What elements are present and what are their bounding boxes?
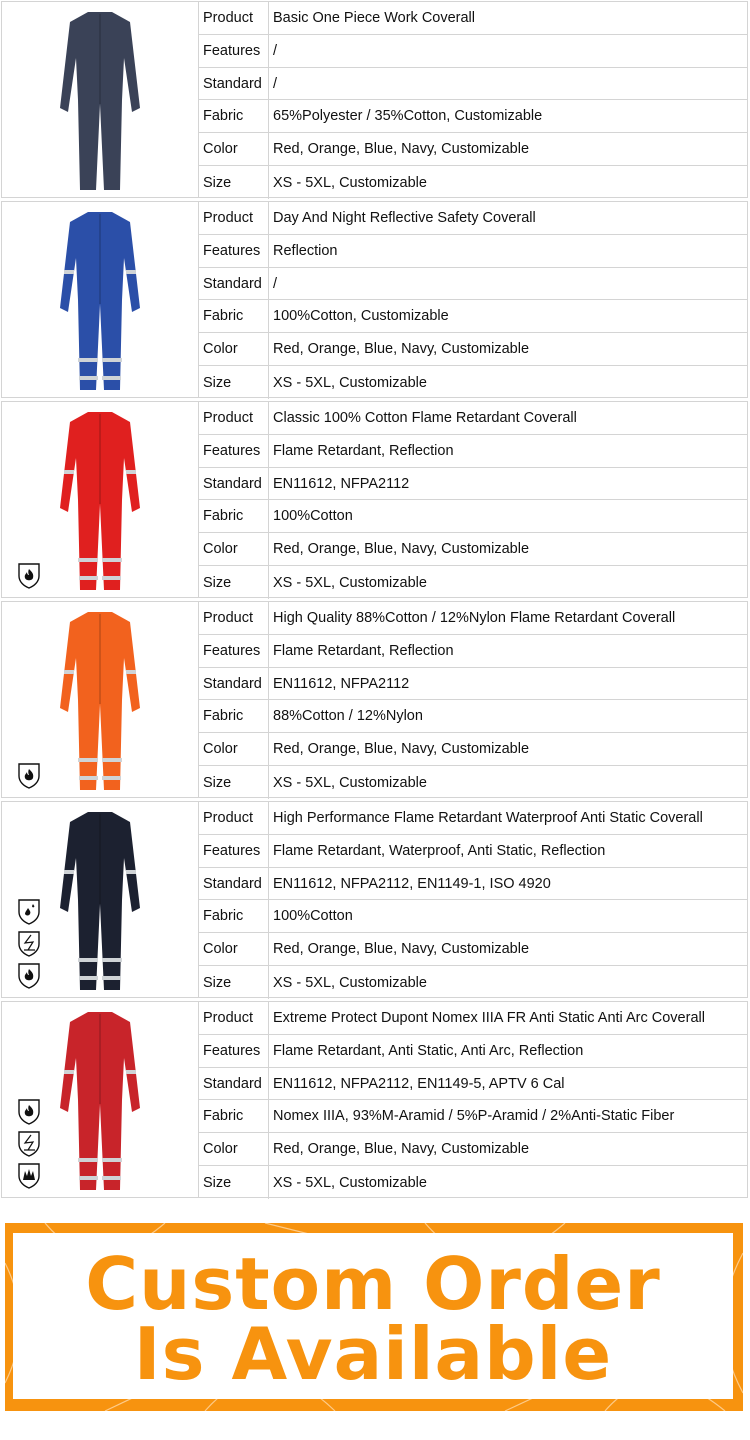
spec-row <box>199 1133 747 1166</box>
spec-value: Red, Orange, Blue, Navy, Customizable <box>273 741 530 758</box>
product-image-cell <box>2 1002 199 1197</box>
spec-label: Features <box>199 635 269 667</box>
spec-label: Features <box>199 235 269 267</box>
spec-value: Extreme Protect Dupont Nomex IIIA FR Anti Static Anti Arc Coverall <box>273 1009 705 1026</box>
coverall-image <box>50 1008 150 1193</box>
spec-row <box>199 900 747 933</box>
spec-label: Color <box>199 1133 269 1165</box>
antistatic-shield-icon <box>16 929 42 957</box>
spec-row <box>199 966 747 999</box>
product-image-cell <box>2 202 199 397</box>
spec-label: Size <box>199 166 269 199</box>
spec-value: 100%Cotton, Customizable <box>273 308 449 325</box>
spec-value: / <box>273 275 278 292</box>
spec-row <box>199 1068 747 1101</box>
spec-label: Color <box>199 333 269 365</box>
spec-label: Color <box>199 933 269 965</box>
spec-table <box>199 602 747 797</box>
spec-label: Fabric <box>199 700 269 732</box>
spec-value: Reflection <box>273 242 338 259</box>
spec-label: Size <box>199 566 269 599</box>
spec-row <box>199 566 747 599</box>
spec-value: 100%Cotton <box>273 508 353 525</box>
spec-label: Standard <box>199 1068 269 1100</box>
spec-row <box>199 533 747 566</box>
spec-value: Nomex IIIA, 93%M-Aramid / 5%P-Aramid / 2%Anti-Static Fiber <box>273 1108 675 1125</box>
flame-shield-icon <box>16 1097 42 1125</box>
spec-label: Product <box>199 1002 269 1034</box>
flame-shield-icon <box>16 561 42 589</box>
product-block <box>1 1001 748 1198</box>
spec-value: 88%Cotton / 12%Nylon <box>273 708 423 725</box>
spec-label: Standard <box>199 268 269 300</box>
spec-value: Flame Retardant, Reflection <box>273 442 454 459</box>
spec-row <box>199 635 747 668</box>
spec-label: Features <box>199 835 269 867</box>
spec-row <box>199 100 747 133</box>
spec-row <box>199 1100 747 1133</box>
product-image-cell <box>2 602 199 797</box>
spec-value: Basic One Piece Work Coverall <box>273 9 476 26</box>
product-image-cell <box>2 2 199 197</box>
spec-value: Flame Retardant, Waterproof, Anti Static, Reflection <box>273 842 606 859</box>
spec-label: Fabric <box>199 300 269 332</box>
spec-value: XS - 5XL, Customizable <box>273 974 427 991</box>
spec-value: EN11612, NFPA2112, EN1149-1, ISO 4920 <box>273 875 551 892</box>
coverall-image <box>50 608 150 793</box>
spec-row <box>199 1166 747 1199</box>
spec-label: Fabric <box>199 900 269 932</box>
spec-row <box>199 435 747 468</box>
antistatic-shield-icon <box>16 1129 42 1157</box>
spec-label: Product <box>199 202 269 234</box>
spec-row <box>199 133 747 166</box>
spec-row <box>199 235 747 268</box>
spec-value: Red, Orange, Blue, Navy, Customizable <box>273 1141 530 1158</box>
spec-row <box>199 300 747 333</box>
spec-table <box>199 202 747 397</box>
spec-row <box>199 802 747 835</box>
spec-table <box>199 1002 747 1197</box>
spec-row <box>199 602 747 635</box>
spec-value: High Quality 88%Cotton / 12%Nylon Flame Retardant Coverall <box>273 609 676 626</box>
spec-value: XS - 5XL, Customizable <box>273 374 427 391</box>
spec-row <box>199 202 747 235</box>
spec-row <box>199 1002 747 1035</box>
spec-label: Features <box>199 35 269 67</box>
coverall-image <box>50 408 150 593</box>
spec-row <box>199 933 747 966</box>
spec-value: EN11612, NFPA2112 <box>273 475 410 492</box>
coverall-image <box>50 8 150 193</box>
arc-shield-icon <box>16 1161 42 1189</box>
spec-row <box>199 700 747 733</box>
spec-label: Features <box>199 1035 269 1067</box>
product-block <box>1 601 748 798</box>
spec-label: Color <box>199 533 269 565</box>
spec-value: EN11612, NFPA2112, EN1149-5, APTV 6 Cal <box>273 1075 565 1092</box>
spec-row <box>199 1035 747 1068</box>
spec-value: / <box>273 75 278 92</box>
spec-row <box>199 333 747 366</box>
certification-icons <box>16 561 42 589</box>
spec-value: XS - 5XL, Customizable <box>273 574 427 591</box>
spec-value: Day And Night Reflective Safety Coverall <box>273 209 536 226</box>
spec-row <box>199 366 747 399</box>
spec-label: Size <box>199 766 269 799</box>
spec-table <box>199 402 747 597</box>
spec-table <box>199 802 747 997</box>
spec-label: Size <box>199 966 269 999</box>
coverall-image <box>50 208 150 393</box>
certification-icons <box>16 761 42 789</box>
spec-value: Classic 100% Cotton Flame Retardant Coverall <box>273 409 577 426</box>
spec-label: Color <box>199 133 269 165</box>
spec-row <box>199 68 747 101</box>
spec-row <box>199 733 747 766</box>
spec-row <box>199 268 747 301</box>
certification-icons <box>16 1097 42 1189</box>
waterproof-shield-icon <box>16 897 42 925</box>
spec-value: 100%Cotton <box>273 908 353 925</box>
spec-value: XS - 5XL, Customizable <box>273 174 427 191</box>
spec-row <box>199 766 747 799</box>
spec-value: EN11612, NFPA2112 <box>273 675 410 692</box>
banner-line-2: Is Available <box>133 1312 613 1396</box>
spec-row <box>199 500 747 533</box>
spec-label: Features <box>199 435 269 467</box>
spec-table <box>199 2 747 197</box>
spec-label: Product <box>199 602 269 634</box>
spec-row <box>199 2 747 35</box>
flame-shield-icon <box>16 961 42 989</box>
spec-row <box>199 868 747 901</box>
spec-label: Fabric <box>199 500 269 532</box>
banner-line-1: Custom Order <box>85 1242 661 1326</box>
spec-value: Red, Orange, Blue, Navy, Customizable <box>273 341 530 358</box>
spec-value: Red, Orange, Blue, Navy, Customizable <box>273 141 530 158</box>
spec-label: Size <box>199 1166 269 1199</box>
spec-label: Color <box>199 733 269 765</box>
spec-value: / <box>273 42 278 59</box>
spec-row <box>199 835 747 868</box>
spec-row <box>199 468 747 501</box>
product-block <box>1 1 748 198</box>
product-block <box>1 801 748 998</box>
spec-value: Red, Orange, Blue, Navy, Customizable <box>273 941 530 958</box>
spec-value: Red, Orange, Blue, Navy, Customizable <box>273 541 530 558</box>
certification-icons <box>16 897 42 989</box>
product-block <box>1 201 748 398</box>
spec-label: Fabric <box>199 1100 269 1132</box>
product-block <box>1 401 748 598</box>
spec-label: Standard <box>199 468 269 500</box>
spec-value: XS - 5XL, Customizable <box>273 1174 427 1191</box>
spec-label: Size <box>199 366 269 399</box>
banner-text-box <box>13 1233 733 1399</box>
spec-value: Flame Retardant, Anti Static, Anti Arc, Reflection <box>273 1042 584 1059</box>
spec-value: 65%Polyester / 35%Cotton, Customizable <box>273 108 543 125</box>
spec-label: Standard <box>199 68 269 100</box>
spec-label: Product <box>199 802 269 834</box>
custom-order-banner <box>5 1223 743 1411</box>
flame-shield-icon <box>16 761 42 789</box>
spec-value: XS - 5XL, Customizable <box>273 774 427 791</box>
spec-row <box>199 402 747 435</box>
spec-label: Standard <box>199 868 269 900</box>
spec-row <box>199 35 747 68</box>
spec-label: Standard <box>199 668 269 700</box>
spec-row <box>199 668 747 701</box>
product-image-cell <box>2 402 199 597</box>
spec-label: Fabric <box>199 100 269 132</box>
spec-label: Product <box>199 402 269 434</box>
coverall-image <box>50 808 150 993</box>
spec-label: Product <box>199 2 269 34</box>
spec-value: High Performance Flame Retardant Waterproof Anti Static Coverall <box>273 809 703 826</box>
spec-value: Flame Retardant, Reflection <box>273 642 454 659</box>
spec-row <box>199 166 747 199</box>
product-image-cell <box>2 802 199 997</box>
